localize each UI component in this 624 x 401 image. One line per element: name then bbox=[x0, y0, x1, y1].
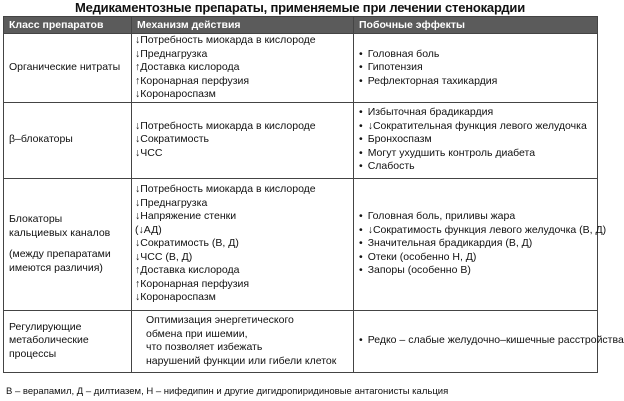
effects-cell bbox=[354, 102, 598, 178]
effect-item: • Слабость bbox=[359, 160, 592, 174]
class-cell bbox=[4, 178, 132, 310]
effect-item: • Запоры (особенно В) bbox=[359, 264, 592, 278]
effect-item: • Значительная брадикардия (В, Д) bbox=[359, 237, 592, 251]
class-cell bbox=[4, 102, 132, 178]
table-row bbox=[4, 102, 598, 178]
mechanism-line: Оптимизация энергетического bbox=[146, 314, 294, 326]
effect-item: • Рефлекторная тахикардия bbox=[359, 75, 592, 89]
effect-item: • ↓Сократительная функция левого желудочка bbox=[359, 120, 592, 134]
class-note: (между препаратами bbox=[9, 248, 111, 260]
effects-cell bbox=[354, 310, 624, 372]
effect-item: • Головная боль, приливы жара bbox=[359, 210, 592, 224]
class-name: метаболические bbox=[9, 334, 89, 347]
mechanism-line: ↓Сократимость (В, Д) bbox=[135, 237, 239, 250]
table-row bbox=[4, 178, 598, 310]
class-cell bbox=[4, 34, 132, 103]
mechanism-line: ↓ЧСС bbox=[135, 146, 163, 159]
header-row bbox=[4, 17, 598, 34]
mechanism-line: обмена при ишемии, bbox=[146, 327, 248, 340]
mechanism-line: ↑Доставка кислорода bbox=[135, 61, 240, 73]
table-row bbox=[4, 34, 598, 103]
effect-item: • Могут ухудшить контроль диабета bbox=[359, 147, 592, 161]
mechanism-line: ↓Коронароспазм bbox=[135, 88, 216, 100]
mechanism-line: ↑Доставка кислорода bbox=[135, 264, 240, 277]
mechanism-line: нарушений функции или гибели клеток bbox=[146, 354, 337, 367]
effect-item: • Отеки (особенно Н, Д) bbox=[359, 251, 592, 265]
table-title: Медикаментозные препараты, применяемые при лечении стенокардии bbox=[74, 0, 526, 15]
class-name: Блокаторы bbox=[9, 213, 63, 225]
footnote: В – верапамил, Д – дилтиазем, Н – нифедипин и другие дигидропиридиновые антагонисты кальция bbox=[6, 386, 449, 397]
effect-item: • Бронхоспазм bbox=[359, 133, 592, 147]
mechanism-line: ↑Коронарная перфузия bbox=[135, 74, 250, 87]
mechanism-line: ↓ЧСС (В, Д) bbox=[135, 250, 193, 263]
mechanism-line: что позволяет избежать bbox=[146, 341, 263, 353]
class-note: имеются различия) bbox=[9, 261, 103, 274]
header-class: Класс препаратов bbox=[4, 17, 132, 34]
effect-item: • Головная боль bbox=[359, 48, 592, 62]
drug-table bbox=[3, 16, 624, 373]
mechanism-line: ↓Преднагрузка bbox=[135, 47, 208, 60]
mechanism-cell bbox=[132, 34, 354, 103]
mechanism-line: ↓Коронароспазм bbox=[135, 291, 216, 304]
mechanism-line: ↓Преднагрузка bbox=[135, 196, 208, 209]
mechanism-line: ↓Потребность миокарда в кислороде bbox=[135, 34, 316, 46]
effect-item: • Гипотензия bbox=[359, 61, 592, 75]
class-name: β–блокаторы bbox=[9, 133, 73, 146]
effect-item: • Избыточная брадикардия bbox=[359, 106, 592, 120]
header-mechanism: Механизм действия bbox=[132, 17, 354, 34]
header-effects: Побочные эффекты bbox=[354, 17, 598, 34]
mechanism-cell bbox=[132, 102, 354, 178]
mechanism-line: ↑Коронарная перфузия bbox=[135, 277, 250, 290]
effect-item: • ↓Сократимость функция левого желудочка (В, Д) bbox=[359, 224, 592, 238]
class-name: кальциевых каналов bbox=[9, 226, 111, 239]
table-row bbox=[4, 310, 598, 372]
class-name: Регулирующие bbox=[9, 320, 82, 333]
effects-cell bbox=[354, 34, 598, 103]
class-cell bbox=[4, 310, 132, 372]
effects-cell bbox=[354, 178, 607, 310]
mechanism-line: ↓Сократимость bbox=[135, 133, 209, 146]
class-name: Органические нитраты bbox=[9, 61, 121, 73]
mechanism-cell bbox=[132, 310, 354, 372]
effect-item: • Редко – слабые желудочно–кишечные расстройства bbox=[359, 334, 592, 348]
class-name: процессы bbox=[9, 347, 57, 360]
mechanism-line: ↓Напряжение стенки bbox=[135, 210, 237, 223]
mechanism-line: ↓Потребность миокарда в кислороде bbox=[135, 119, 316, 132]
mechanism-line: ↓Потребность миокарда в кислороде bbox=[135, 183, 316, 196]
mechanism-line: (↓АД) bbox=[135, 223, 162, 236]
mechanism-cell bbox=[132, 178, 354, 310]
